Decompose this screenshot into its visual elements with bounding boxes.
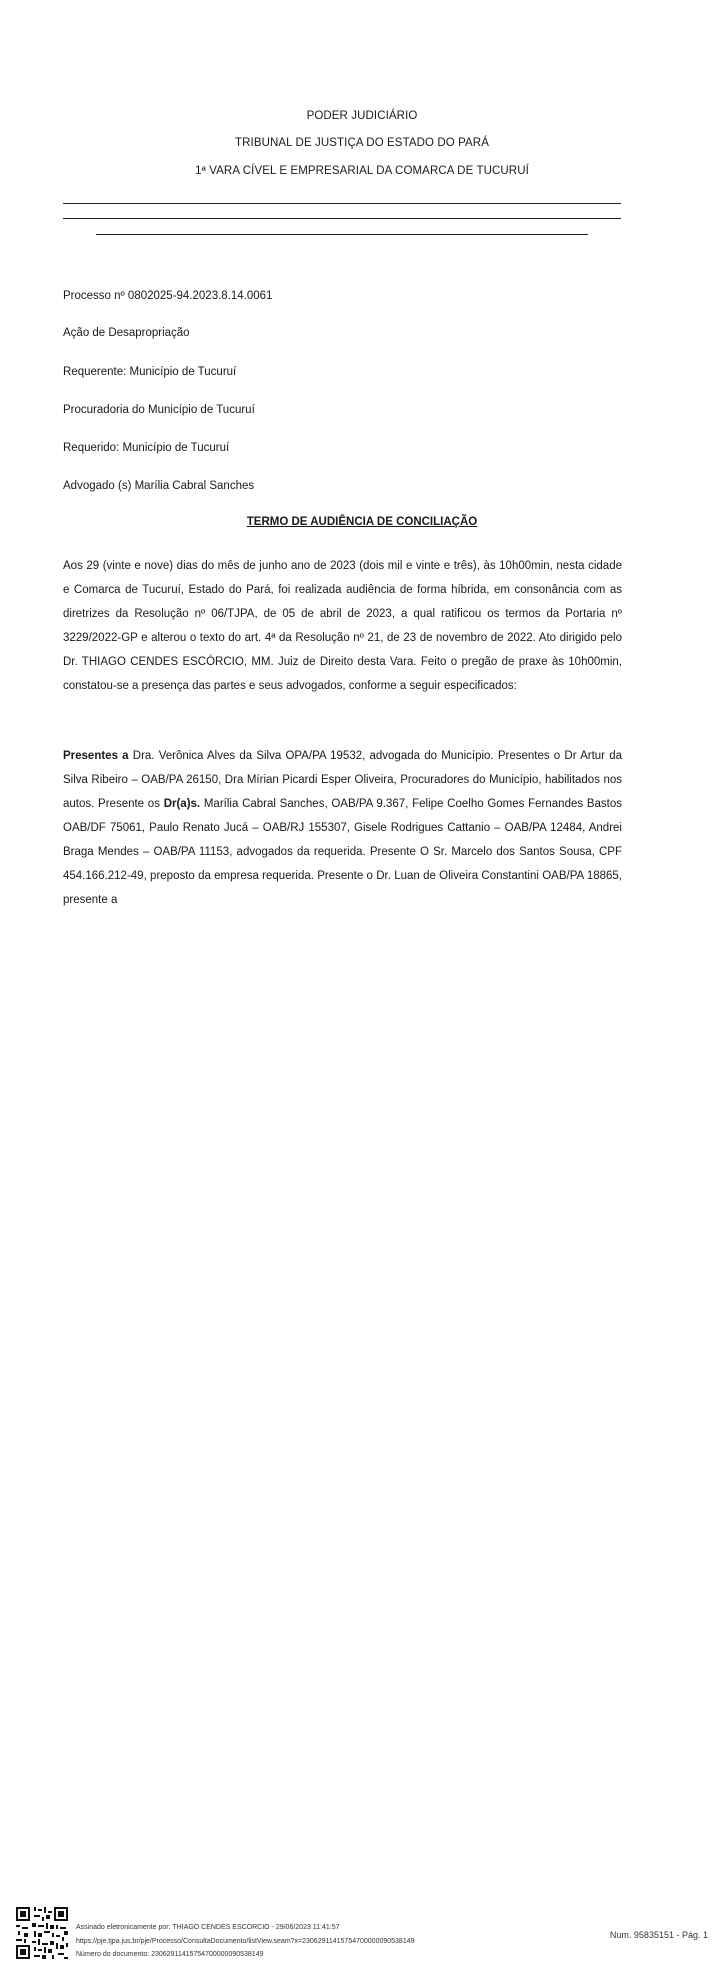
- header-line-1: PODER JUDICIÁRIO: [306, 110, 418, 122]
- signature-line: Assinado eletronicamente por: THIAGO CENDES ESCORCIO - 29/06/2023 11:41:57: [76, 1924, 340, 1931]
- body-paragraph-2: [63, 744, 622, 912]
- document-title: TERMO DE AUDIÊNCIA DE CONCILIAÇÃO: [246, 516, 478, 528]
- signature-footer: [0, 950, 724, 1958]
- paragraph-text: Marília Cabral Sanches, OAB/PA 9.367, Felipe Coelho Gomes Fernandes Bastos OAB/DF 75061, Paulo Renato Jucá – OAB/RJ 155307, Gisele Rodrigues Cattanio – OAB/PA 12484, Andrei Braga Mendes – OAB/PA 11153, advogados da requerida. Presente O Sr. Marcelo dos Santos Sousa, CPF 454.166.212-49, preposto da empresa requerida. Presente o Dr. Luan de Oliveira Constantini OAB/PA 18865, presente a: [63, 798, 622, 906]
- divider-line: [63, 203, 621, 204]
- action-type: Ação de Desapropriação: [63, 327, 190, 339]
- page-number: Num. 95835151 - Pág. 1: [609, 1930, 708, 1940]
- document-number: Número do documento: 23062911415754700000090538149: [76, 1951, 264, 1958]
- divider-line: [63, 218, 621, 219]
- defendant: Requerido: Município de Tucuruí: [63, 442, 230, 454]
- paragraph-bold-term: Dr(a)s.: [163, 798, 201, 810]
- plaintiff: Requerente: Município de Tucuruí: [63, 366, 237, 378]
- paragraph-lead: Presentes a: [63, 750, 129, 762]
- header-line-3: 1ª VARA CÍVEL E EMPRESARIAL DA COMARCA DE TUCURUÍ: [195, 165, 529, 177]
- header-line-2: TRIBUNAL DE JUSTIÇA DO ESTADO DO PARÁ: [235, 137, 489, 149]
- document-url-link[interactable]: https://pje.tjpa.jus.br/pje/Processo/ConsultaDocumento/listView.seam?x=23062911415754700000090538149: [76, 1938, 415, 1945]
- paragraph-text: Dra. Verônica Alves da Silva OPA/PA 19532, advogada do Município. Presentes o Dr Artur da Silva Ribeiro – OAB/PA 26150, Dra Mírian Picardi Esper Oliveira, Procuradores do Município, habilitados nos autos. Presente os: [63, 750, 622, 810]
- body-paragraph-1: Aos 29 (vinte e nove) dias do mês de junho ano de 2023 (dois mil e vinte e três), às 10h00min, nesta cidade e Comarca de Tucuruí, Estado do Pará, foi realizada audiência de forma híbrida, em consonância com as diretrizes da Resolução nº 06/TJPA, de 05 de abril de 2023, a qual ratificou os termos da Portaria nº 3229/2022-GP e alterou o texto do art. 4ª da Resolução nº 21, de 23 de novembro de 2022. Ato dirigido pelo Dr. THIAGO CENDES ESCÓRCIO, MM. Juiz de Direito desta Vara. Feito o pregão de praxe às 10h00min, constatou-se a presença das partes e seus advogados, conforme a seguir especificados:: [63, 560, 622, 692]
- attorney-office: Procuradoria do Município de Tucuruí: [63, 404, 255, 416]
- qr-code-icon[interactable]: [14, 1905, 70, 1961]
- process-number: Processo nº 0802025-94.2023.8.14.0061: [63, 290, 273, 302]
- lawyer: Advogado (s) Marília Cabral Sanches: [63, 480, 255, 492]
- divider-line: [96, 234, 588, 235]
